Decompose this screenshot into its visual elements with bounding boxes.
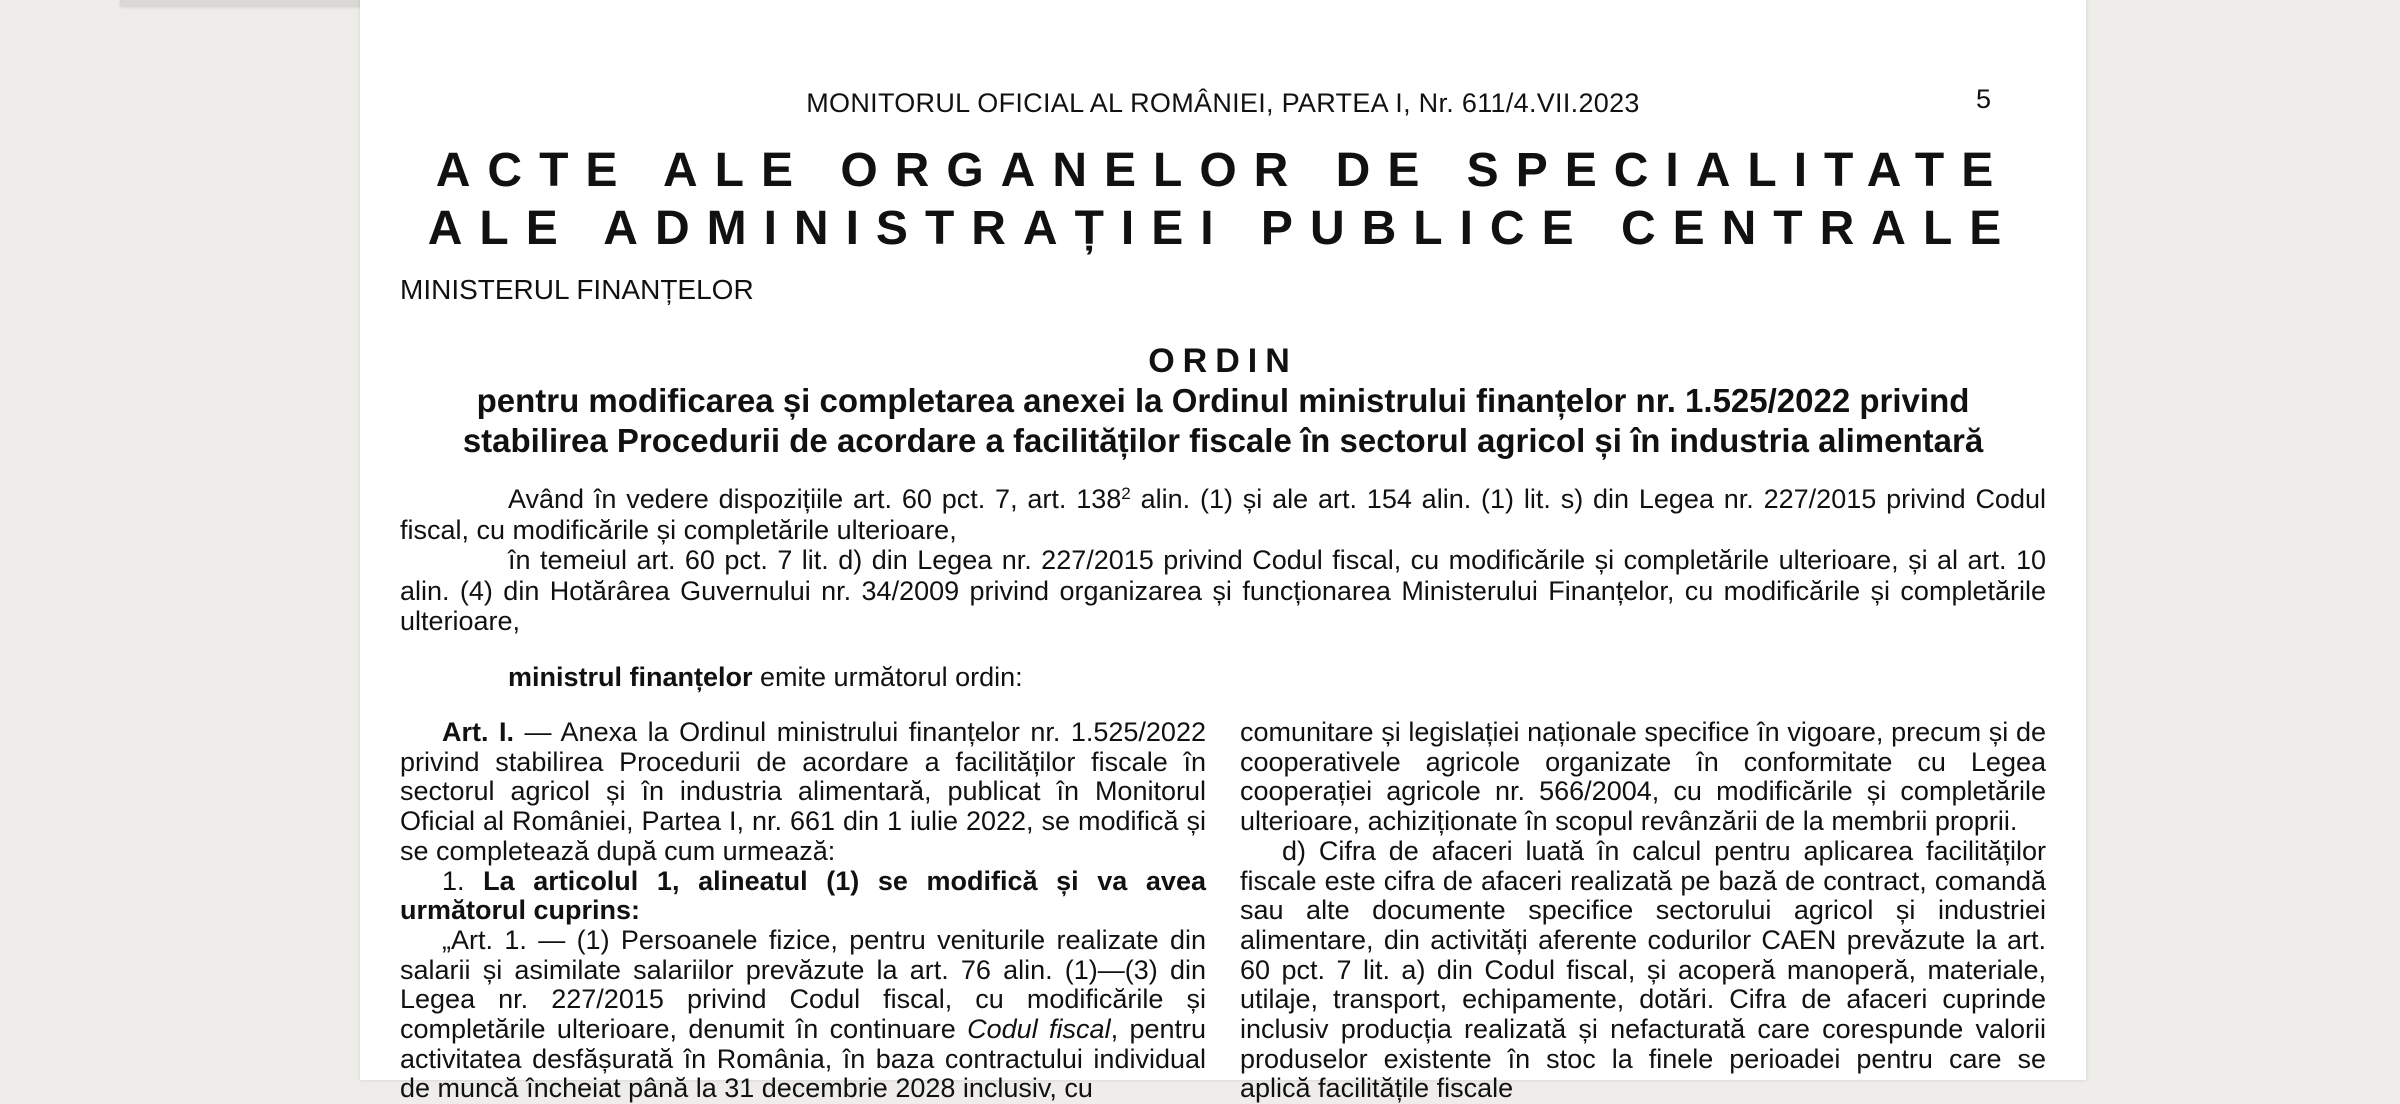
document-subtitle: pentru modificarea și completarea anexei la Ordinul ministrului finanțelor nr. 1.525/2022 privind stabilirea Procedurii de acordare a facilităților fiscale în sectorul agricol și în industria alimentară bbox=[462, 382, 1984, 459]
superscript-index: 2 bbox=[1121, 484, 1131, 503]
amendment-item: 1. La articolul 1, alineatul (1) se modifică și va avea următorul cuprins: bbox=[400, 865, 1206, 926]
preamble-paragraph-2: în temeiul art. 60 pct. 7 lit. d) din Legea nr. 227/2015 privind Codul fiscal, cu modificările și completările ulterioare, și al art. 10 alin. (4) din Hotărârea Guvernului nr. 34/2009 privind organizarea și funcționarea Ministerului Finanțelor, cu modificările și completările ulterioare, bbox=[400, 545, 2046, 636]
page-number: 5 bbox=[1976, 84, 1992, 114]
quoted-article: „Art. 1. — (1) Persoanele fizice, pentru veniturile realizate din salarii și asimilate salariilor prevăzute la art. 76 alin. (1)—(3) din Legea nr. 227/2015 privind Codul fiscal, cu modificările și completările ulterioare, denumit în continuare Codul fiscal, pentru activitatea desfășurată în România, în baza contractului individual de muncă încheiat până la 31 decembrie 2028 inclusiv, cu bbox=[400, 924, 1207, 1104]
issuer-name: MINISTERUL FINANȚELOR bbox=[400, 274, 754, 305]
preamble-paragraph-1: Având în vedere dispozițiile art. 60 pct. 7, art. $138^2$ alin. (1) și ale art. 154 alin. (1) lit. s) din Legea nr. 227/2015 privind Codul fiscal, cu modificările și completările ulterioare, bbox=[400, 484, 2046, 545]
continued-paragraph: comunitare și legislației naționale specifice în vigoare, precum și de cooperativele agricole organizate în conformitate cu Legea cooperației agricole nr. 566/2004, cu modificările și completările ulterioare, achiziționate în scopul revânzării de la membrii proprii. bbox=[1240, 717, 2046, 837]
article-label: Art. I. bbox=[442, 717, 515, 747]
section-title bbox=[360, 142, 2086, 258]
running-head: MONITORUL OFICIAL AL ROMÂNIEI, PARTEA I, Nr. 611/4.VII.2023 bbox=[806, 88, 1640, 118]
amendment-instruction: La articolul 1, alineatul (1) se modifică și va avea următorul cuprins: bbox=[400, 865, 1206, 926]
enacting-formula: ministrul finanțelor emite următorul ordin: bbox=[508, 662, 1023, 692]
defined-term: Codul fiscal bbox=[967, 1014, 1111, 1045]
preamble bbox=[400, 484, 2046, 637]
section-title-line-1: ACTE ALE ORGANELOR DE SPECIALITATE bbox=[435, 144, 2011, 197]
section-title-line-2: ALE ADMINISTRAȚIEI PUBLICE CENTRALE bbox=[427, 202, 2019, 255]
document-page bbox=[360, 0, 2086, 1104]
article-paragraph: Art. I. — Anexa la Ordinul ministrului finanțelor nr. 1.525/2022 privind stabilirea Procedurii de acordare a facilităților fiscale în sectorul agricol și în industria alimentară, publicat în Monitorul Oficial al României, Partea I, nr. 661 din 1 iulie 2022, se modifică și se completează după cum urmează: bbox=[400, 717, 1206, 866]
paragraph-d: d) Cifra de afaceri luată în calcul pentru aplicarea facilităților fiscale este cifra de afaceri realizată pe bază de contract, comandă sau alte documente specifice sectorului agricol și industriei alimentare, din activități aferente codurilor CAEN prevăzute la art. 60 pct. 7 lit. a) din Codul fiscal, și acoperă manoperă, materiale, utilaje, transport, echipamente, dotări. Cifra de afaceri cuprinde inclusiv producția realizată și nefacturată care corespunde valorii produselor existente în stoc la finele perioadei pentru care se aplică facilitățile fiscale bbox=[1240, 835, 2046, 1104]
document-type: ORDIN bbox=[1148, 342, 1298, 380]
text-column-left bbox=[400, 718, 1206, 1104]
issuer-title: ministrul finanțelor bbox=[508, 662, 753, 692]
text-column-right bbox=[1240, 718, 2046, 1104]
